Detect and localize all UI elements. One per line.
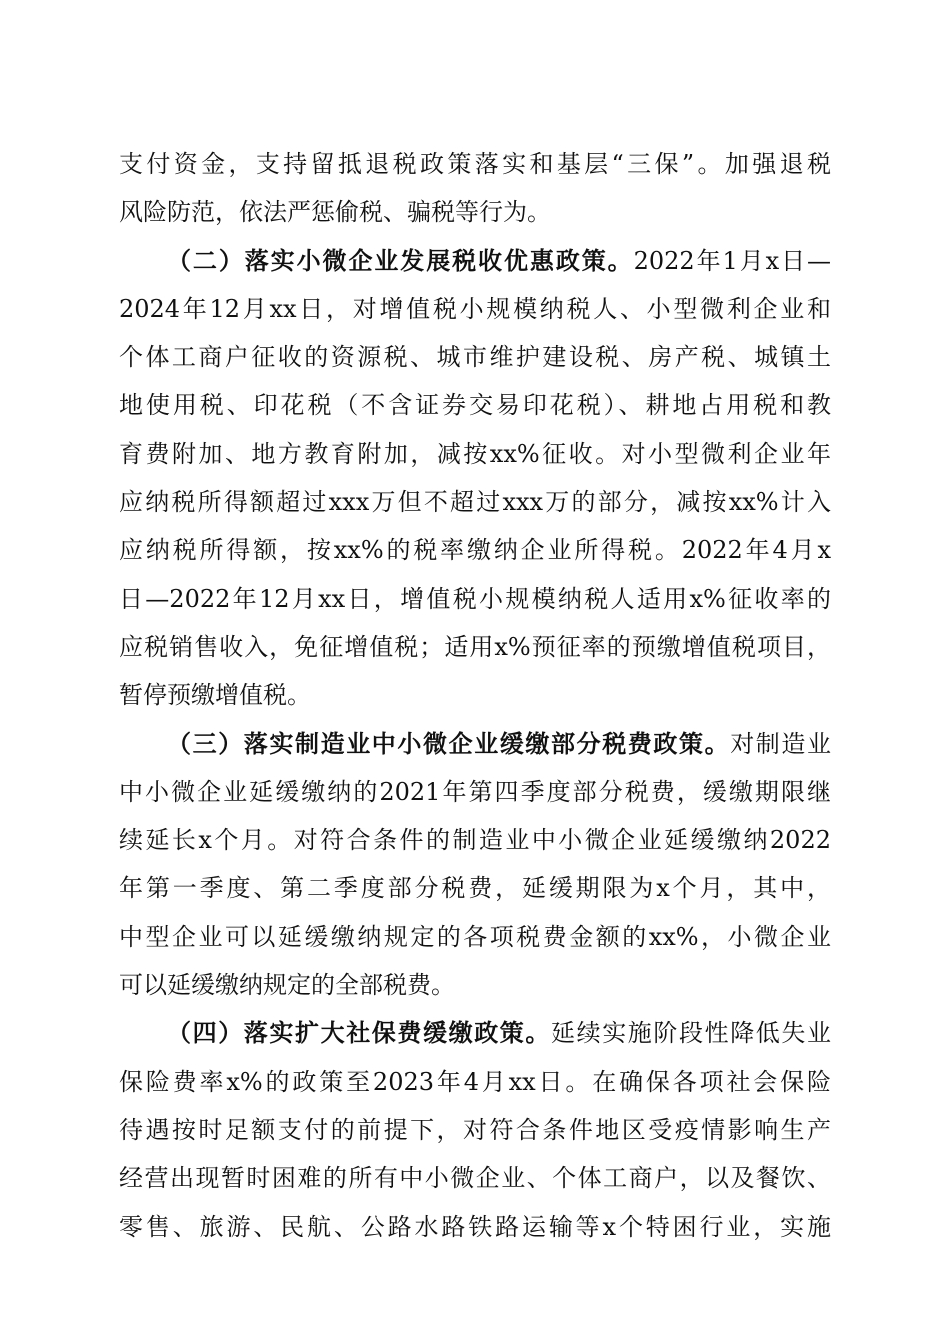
text-span: 延续实施阶段性降低失业 — [551, 1019, 831, 1048]
section-heading-line — [119, 237, 831, 285]
text-line: 应税销售收入，免征增值税；适用x%预征率的预缴增值税项目， — [119, 632, 831, 661]
text-line: 中小微企业延缓缴纳的2021年第四季度部分税费，缓缴期限继 — [119, 777, 831, 806]
text-line: 可以延缓缴纳规定的全部税费。 — [119, 971, 455, 1000]
text-line: 经营出现暂时困难的所有中小微企业、个体工商户，以及餐饮、 — [119, 1164, 831, 1193]
text-line: 待遇按时足额支付的前提下，对符合条件地区受疫情影响生产 — [119, 1115, 831, 1144]
text-line: 日—2022年12月xx日，增值税小规模纳税人适用x%征收率的 — [119, 584, 831, 613]
section-heading-line — [119, 1009, 831, 1057]
section-heading: （四）落实扩大社保费缓缴政策。 — [167, 1018, 551, 1048]
text-line: 地使用税、印花税（不含证券交易印花税）、耕地占用税和教 — [119, 391, 831, 420]
text-line: 应纳税所得额超过xxx万但不超过xxx万的部分，减按xx%计入 — [119, 488, 831, 517]
text-line: 2024年12月xx日，对增值税小规模纳税人、小型微利企业和 — [119, 294, 831, 323]
text-line: 年第一季度、第二季度部分税费，延缓期限为x个月，其中， — [119, 874, 831, 903]
text-line: 暂停预缴增值税。 — [119, 681, 311, 710]
section-heading: （三）落实制造业中小微企业缓缴部分税费政策。 — [167, 728, 731, 758]
text-line: 应纳税所得额，按xx%的税率缴纳企业所得税。2022年4月x — [119, 536, 831, 565]
document-body — [119, 140, 831, 1251]
section-heading-line — [119, 720, 831, 768]
text-line: 零售、旅游、民航、公路水路铁路运输等x个特困行业，实施 — [119, 1212, 831, 1241]
text-line: 风险防范，依法严惩偷税、骗税等行为。 — [119, 198, 551, 227]
text-line: 支付资金，支持留抵退税政策落实和基层“三保”。加强退税 — [119, 150, 831, 178]
section-heading: （二）落实小微企业发展税收优惠政策。 — [167, 245, 634, 275]
text-span: 2022年1月x日— — [633, 246, 831, 275]
text-line: 个体工商户征收的资源税、城市维护建设税、房产税、城镇土 — [119, 343, 831, 372]
text-line: 中型企业可以延缓缴纳规定的各项税费金额的xx%，小微企业 — [119, 922, 831, 951]
text-line: 保险费率x%的政策至2023年4月xx日。在确保各项社会保险 — [119, 1067, 831, 1096]
text-line: 续延长x个月。对符合条件的制造业中小微企业延缓缴纳2022 — [119, 826, 831, 855]
text-span: 对制造业 — [730, 729, 831, 758]
text-line: 育费附加、地方教育附加，减按xx%征收。对小型微利企业年 — [119, 439, 831, 468]
